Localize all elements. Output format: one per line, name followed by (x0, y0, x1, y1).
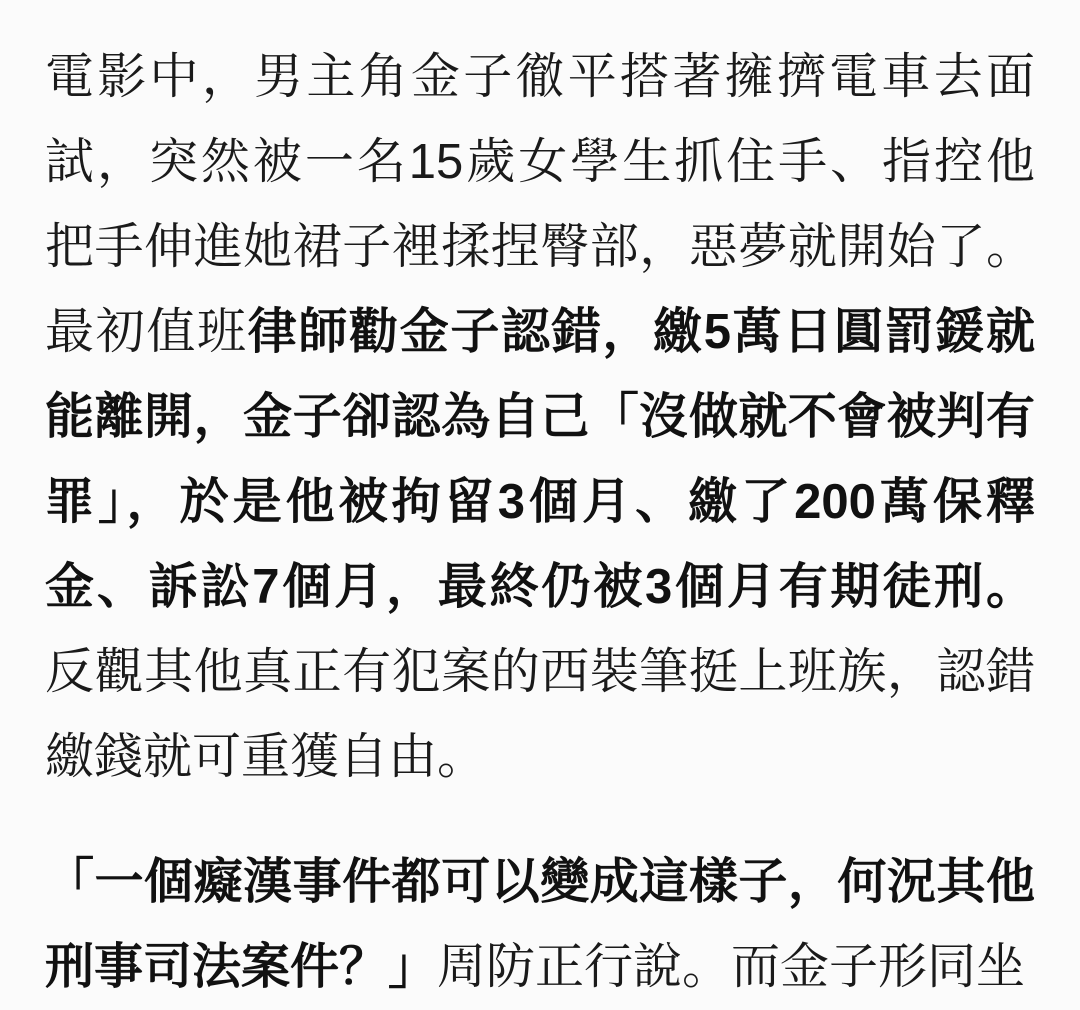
bold-text-run: 刑事司法案件？」 (45, 940, 438, 994)
paragraph (45, 35, 1035, 800)
bold-text-run: 律師勸金子認錯，繳5萬日圓罰鍰就 (247, 305, 1035, 359)
bold-text-run: 罪」，於是他被拘留3個月、繳了200萬保釋 (45, 475, 1035, 529)
text-line (45, 460, 1035, 545)
text-run: 反觀其他真正有犯案的西裝筆挺上班族，認錯 (45, 645, 1035, 699)
text-line (45, 35, 1035, 120)
text-run: 把手伸進她裙子裡揉捏臀部，惡夢就開始了。 (45, 220, 1035, 274)
text-line (45, 715, 1035, 800)
text-line (45, 120, 1035, 205)
text-line (45, 375, 1035, 460)
bold-text-run: 「一個癡漢事件都可以變成這樣子，何況其他 (45, 855, 1035, 909)
article-body (45, 35, 1035, 1010)
text-run: 繳錢就可重獲自由。 (45, 730, 487, 784)
text-line (45, 290, 1035, 375)
text-line (45, 840, 1035, 925)
bold-text-run: 能離開，金子卻認為自己「沒做就不會被判有 (45, 390, 1035, 444)
text-run: 周防正行說。而金子形同坐 (437, 940, 1026, 994)
paragraph (45, 840, 1035, 1010)
text-run: 試，突然被一名15歲女學生抓住手、指控他 (45, 135, 1035, 189)
text-line (45, 545, 1035, 630)
text-line (45, 925, 1035, 1010)
text-run: 電影中，男主角金子徹平搭著擁擠電車去面 (45, 50, 1035, 104)
text-line (45, 630, 1035, 715)
text-line (45, 205, 1035, 290)
text-run: 最初值班 (45, 305, 248, 359)
bold-text-run: 金、訴訟7個月，最終仍被3個月有期徒刑。 (45, 560, 1035, 614)
